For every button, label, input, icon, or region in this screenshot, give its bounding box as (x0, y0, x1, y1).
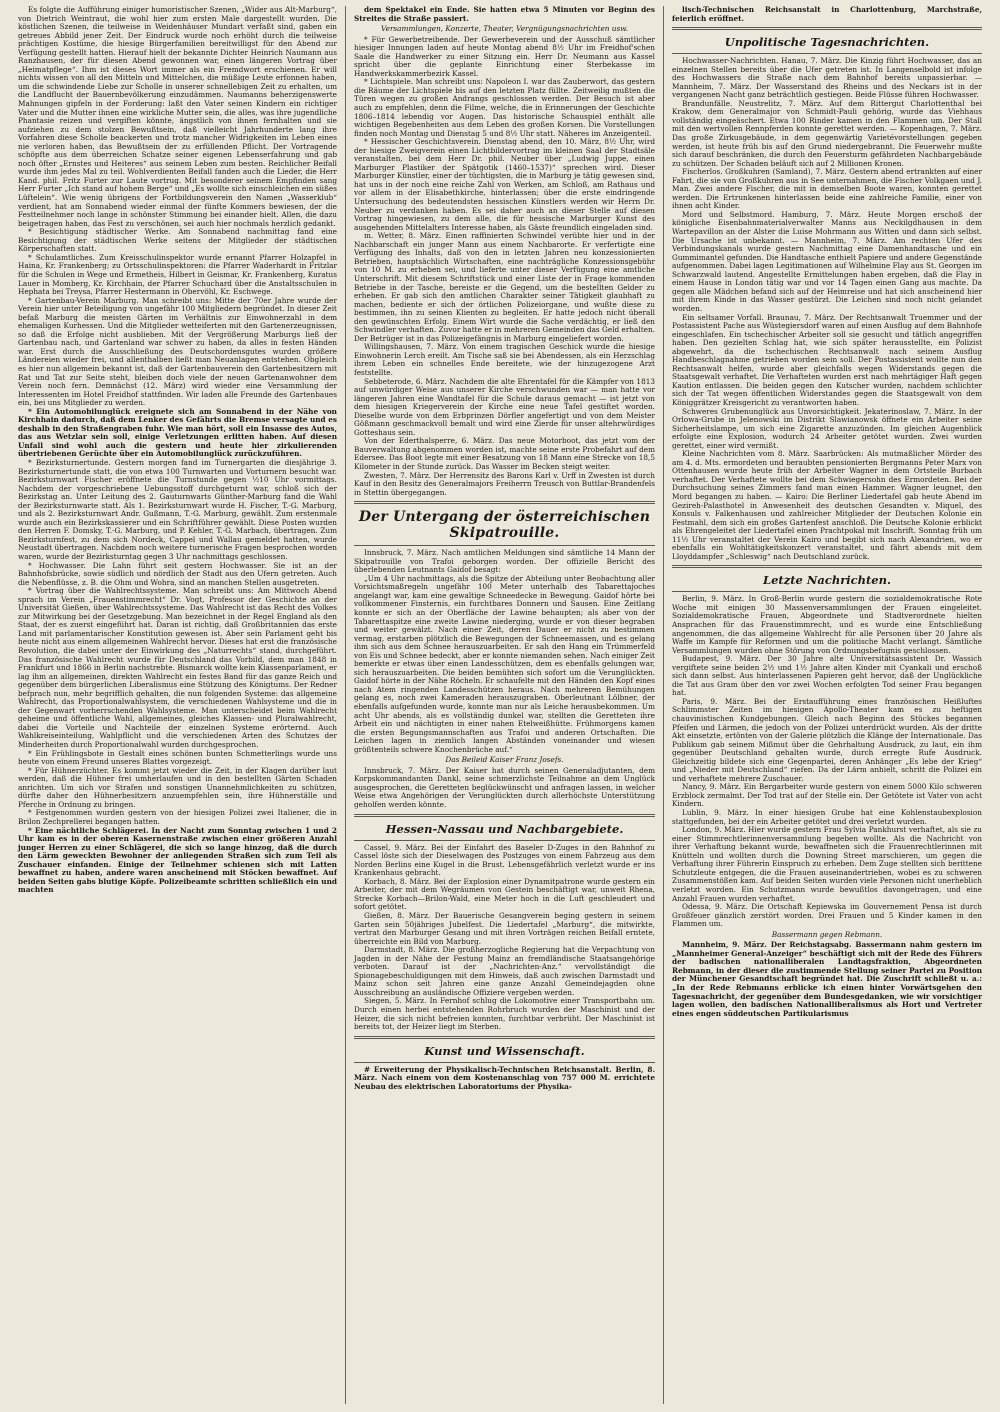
article-paragraph: * Hochwasser. Die Lahn führt seit gestern Hochwasser. Sie ist an der Bahnhofsbrücke, sowie südlich und nördlich der Stadt aus den Ufern getreten. Auch die Nebenflüsse, z. B. die Ohm und Wohra, sind an manchen Stellen ausgetreten. (18, 560, 337, 587)
section-rule (672, 591, 982, 592)
article-paragraph: * Festgenommen wurden gestern von der hiesigen Polizei zwei Italiener, die in Brilon Zechprellerei begangen hatten. (18, 808, 337, 826)
article-paragraph: Siegen, 5. März. In Fernhof schlug die Lokomotive einer Transportbahn um. Durch einen herbei entstehenden Rohrbruch wurden der Maschinist und der Heizer, die sich nicht befreien konnten, furchtbar verbrüht. Der Maschinist ist bereits tot, der Heizer liegt im Sterben. (354, 996, 655, 1032)
article-paragraph: Nancy, 9. März. Ein Bergarbeiter wurde gestern von einem 5000 Kilo schweren Erzblock zermalmt. Der Tod trat auf der Stelle ein. Der Getötete ist Vater von acht Kindern. (672, 782, 982, 809)
article-paragraph: * Gartenbau-Verein Marburg. Man schreibt uns: Mitte der 70er Jahre wurde der Verein hier unter Beteiligung von ungefähr 100 Mitgliedern begründet. In dieser Zeit befaß Marburg die meisten Gärten im Verhältnis zur Einwohnerzahl in dem ehemaligen Kurhessen. Und die Mitglieder wetteiferten mit den Gartenerzeugnissen, so daß die Erfolge nicht ausblieben. Mit der Vergrößerung Marburgs ließ der Gartenbau nach, und Gartenland war schwer zu haben, da alles in festen Händen war. Erst durch die Ausschließung des Deutschordensgutes wurden größere Ländereien wieder frei, und allenthalben ließt man Neuanlagen entstehen. Obgleich es hier nun allgemein bekannt ist, daß der Gartenbauverein den Gartenbesitzern mit Rat und Tat zur Seite steht, bleiben doch viele der neuen Gartenanwohner dem Verein noch fern. Demnächst (12. März) wird wieder eine Versammlung der Interessenten im Hotel Freidhof stattfinden. Wir laden alle Freunde des Gartenbaues ein, bei uns Mitglieder zu werden. (18, 295, 337, 408)
section-heading: Hessen-Nassau und Nachbargebiete. (385, 821, 624, 836)
article-paragraph: Mannheim, 9. März. Der Reichstagsabg. Bassermann nahm gestern im „Mannheimer General-Anzeiger“ beschäftigt sich mit der Rede des Führers der badischen nationalliberalen Landtagsfraktion, Abgeordneten Rebmann, in der dieser die zustimmende Stellung seiner Partei zu Position der Münchener Gesandtschaft begründet hat. Die Zuschrift schließt u. a.: „In der Rede Rebmanns erblicke ich einen hinter Vorwärtsgehen den Tagesnachricht, der gegenüber dem Bundesgedanken, wie wir vorsichtiger lagen wollen, den badischen Nationalliberalismus als Hort und Vertreter eines engen süddeutschen Partikularismus (672, 940, 982, 1018)
article-paragraph: dem Spektakel ein Ende. Sie hatten etwa 5 Minuten vor Beginn des Streites die Straße passiert. (354, 6, 655, 23)
article-paragraph: Budapest, 9. März. Der 30 Jahre alte Universitätsassistent Dr. Wassich vergiftete seine beiden 2½ und 1½ Jahre alten Kinder mit Cyankali und erschoß sich dann selbst. Aus hinterlassenen Papieren geht hervor, daß der Unglückliche die Tat aus Gram über den vor zwei Wochen erfolgten Tod seiner Frau begangen hat. (672, 654, 982, 698)
article-paragraph: Von der Ederthalsperre, 6. März. Das neue Motorboot, das jetzt vom der Bauverwaltung abgenommen worden ist, machte seine erste Probefahrt auf dem Edersee. Das Boot legte mit einer Besatzung von 18 Mann eine Strecke von 18,5 Kilometer in der Stunde zurück. Das Wasser im Becken steigt weiter. (354, 436, 655, 471)
article-paragraph: „Um 4 Uhr nachmittags, als die Spitze der Abteilung unter Beobachtung aller Vorsichtsmaßregeln ungefähr 100 Meter unterhalb des Tabarettajoches angelangt war, kam eine gewaltige Schneedecke in Bewegung. Gaidof hörte bei vollkommener Finsternis, ein furchtbares Donnern und Sausen. Eine Zeitlang konnte er sich an der Oberfläche der Lawine behaupten; als aber von der Tabarettaspitze eine zweite Lawine niederging, wurde er von dieser begraben und weiter gewälzt. Nach einer Zeit, deren Dauer er nicht zu bestimmen vermag, erstarben plötzlich die Bewegungen der Schneemassen, und es gelang ihm sich aus dem Schnee herauszuarbeiten. Er sah den Hang ein Trümmerfeld von Eis und Schnee bedeckt, aber er konnte niemanden sehen. Nach einiger Zeit bemerkte er etwas über einen Landesschützen, dem es ebenfalls gelungen war, sich herauszuarbeiten. Die beiden bemühten sich sofort um die Verunglückten. Gaidof hörte in der Nähe Röcheln. Er schaufelte mit den Händen den Kopf eines nach Atem ringenden Landesschützen heraus. Nach mehreren Bemühungen gelang es, noch zwei Kameraden herauszugraben. Oberleutnant Lölbner, der ebenfalls aufgefunden wurde, konnte man nur als Leiche herausbekommen. Um acht Uhr abends, als es vollständig dunkel war, stellten die Geretteten ihre Arbeit ein und nächtigten in einer nahen Etelweißhütte. Frühmorgens kamen die ersten Begungsmannschaften aus Trafoi und anderen Ortschaften. Die Leichen lagen in ziemlich langen Abständen voneinander und wiesen größtenteils schwere Knochenbrüche auf.“ (354, 573, 655, 754)
section-rule (354, 501, 655, 504)
column-right (664, 6, 990, 1404)
article-paragraph: * Für Hühnerzüchter. Es kommt jetzt wieder die Zeit, in der Klagen darüber laut werden, daß die Hühner frei umherlaufen und in den bestellten Gärten Schaden anrichten. Um sich vor Strafen und sonstigen Unannehmlichkeiten zu schützen, dürfte daher den Hühnerbesitzern anzuempfehlen sein, ihre Hühnerställe und Pferche in Ordnung zu bringen. (18, 765, 337, 809)
article-paragraph: London, 9. März. Hier wurde gestern Frau Sylvia Pankhurst verhaftet, als sie zu einer Stimmrechtlerinnenversammlung begeben wollte. Als die Nachricht von ihrer Verhaftung bekannt wurde, bewaffneten sich die Frauenrechtlerinnen mit Knütteln und wollten durch die Downing Street marschieren, um gegen die Verhaftung ihrer Führerin Einspruch zu erheben. Dem Zuge stellten sich berittene Schutzleute entgegen, die die Frauen auseinandertrieben, wobei es zu schweren Zusammenstößen kam. Auf beiden Seiten wurden viele Personen nicht unerheblich verletzt worden. Ein Schutzmann wurde bewußtlos davongetragen, und eine Anzahl Frauen wurden verhaftet. (672, 825, 982, 903)
article-paragraph: Cassel, 9. März. Bei der Einfahrt des Baseler D-Zuges in den Bahnhof zu Cassel löste sich der Dieselwagen des Postzuges von einem Fahrzeug aus dem Norden Berlins eine Kugel in die Brust. Lebensgefährlich verletzt wurde er ins Krankenhaus gebracht. (354, 842, 655, 878)
article-paragraph: Ein seltsamer Vorfall. Braunau, 7. März. Der Rechtsanwalt Truemmer und der Postassistent Pache aus Wüstegiersdorf waren auf einen Ausflug auf dem Bahnhofe eingeschlafen. Ein tschechischer Arbeiter soll sie gesucht und tätlich angegriffen haben. Den gezielten Schlag hat, wie sich später herausstellte, ein Polizist abgewehrt, da die tschechischen Rechtsanwalt nach seinem Ausflug Handbeschlagnahme getrieben worden sein soll. Der Postassistent wollte nun den Rechtsanwalt helfen, wurde aber gleichfalls wegen Widerstands gegen die Staatsgewalt verhaftet. Die Verhafteten wurden erst nach mehrtägiger Haft gegen Kaution entlassen. Die beiden gegen den Kutscher wurden, nachdem schlichter sich der Tat wegen öffentlichen Widerstandes gegen die Staatsgewalt von dem Königgrätzer Kreisgericht zu verantworten haben. (672, 312, 982, 407)
column-left (10, 6, 346, 1404)
article-paragraph: Es folgte die Aufführung einiger humoristischer Szenen, „Wider aus Alt-Marburg“, von Dietrich Weintraut, die wohl hier zum ersten Male dargestellt wurden. Die köstlichen Szenen, die teilweise in Weidenhäuser Mundart verfaßt sind, gaben ein getreues Abbild jener Zeit. Der Eindruck wurde noch erhöht durch die teilweise prächtigen Kostüme, die hiesige Bürgerfamilien bereitwilligst für den Abend zur Verfügung gestellt hatten. Hierauf hielt der bekannte Dichter Heinrich Naumann aus Ranzhausen, der für diesen Abend gewonnen war, einen längeren Vortrag über „Heimatpflege“. Ihm ist dieses Wort immer als ein Fremdwort erschienen. Er will nichts wissen von all den Mitteln und Mittelchen, die müßige Leute erfonnen haben, um die schwindende Liebe zur Scholle in unserer schnellebigen Zeit zu erhalten, um die Landflucht der Bauernbevölkerung einzudämmen. Naumanns beherzigenswerte Mahnungen gipfeln in der Forderung: laßt den Vater seinen Kindern ein richtiger Vater und die Mutter ihnen eine wirkliche Mutter sein, die alles, was ihre jugendliche Phantasie reizen und vergiften könnte, ängstlich von ihnen fernhalten und sie aufziehen zu dem stolzen Bewußtsein, daß vielleicht Jahrhunderte lang ihre Vorfahren diese Scholle beackerten und trotz mancher Widrigkeiten im Leben eines nie verloren haben, das Bewußtsein der zu erfüllenden Pflicht. Der Vortragende schöpfte aus dem überreichen Schatze seiner eigenen Lebenserfahrung und gab noch öfter „Ernstes und Heiteres“ aus seinem Leben zum besten. Reichlicher Beifall wurde ihm jedes Mal zu teil. Wohlverdienten Beifall fanden auch die Lieder, die Herr Kand. phil. Fritz Furter zur Laute vortrug. Mit besonderer seinem Empfinden sang Herr Furter „Ich stand auf hohem Berge“ und „Es wollte sich einschleichen ein süßes Lüftelein“. Wie wenig übrigens der Fortbildungsverein den Namen „Wasserklub“ verdient, hat am Sonnabend wieder einmal der fünfte Kommers bewiesen, der die Festteilnehmer noch lange in schönster Stimmung bei einander hielt. Allen, die dazu beigetragen haben, das Fest zu verschönen, sei auch hier nochmals herzlich gedankt. (18, 6, 337, 228)
article-paragraph: Gießen, 8. März. Der Bauerische Gesangverein beging gestern in seinem Garten sein 50jähriges Jubelfest. Die Liedertafel „Marburg“, die mitwirkte, vertrat den Marburger Gesang und mit ihren Vorträgen reichen Beifall erntete, überreichte ein Bild von Marburg. (354, 910, 655, 946)
column-middle (346, 6, 664, 1404)
article-paragraph: * Ein Frühlingsbote in Gestalt eines schönen bunten Schmetterlings wurde uns heute von einem Freund unseres Blattes vorgezeigt. (18, 748, 337, 767)
article-paragraph: # Erweiterung der Physikalisch-Technischen Reichsanstalt. Berlin, 8. März. Nach einem von dem Kostenanschlag von 757 000 M. errichtete Neubau des elektrischen Laboratoriums der Physika- (354, 1064, 655, 1091)
section-rule (354, 1036, 655, 1039)
article-paragraph: Innsbruck, 7. März. Der Kaiser hat durch seinen Generaladjutanten, dem Korpskommandanten Dankl, seine schmerzlichste Teilnahme an dem Unglück ausgesprochen, die Geretteten beglückwünscht und anfragen lassen, in welcher Weise etwa Angehörigen der Verunglückten durch allerhöchste Unterstützung geholfen werden könnte. (354, 765, 655, 810)
article-paragraph: * Ein Automobilunglück ereignete sich am Sonnabend in der Nähe von Kirchhain dadurch, daß dem Lenker des Gefährts die Bremse versagte und es deshalb in den Straßengraben fuhr. Wie man hört, soll ein Insasse des Autos, das aus Wetzlar sein soll, einige Verletzungen erlitten haben. Auf diesen Unfall sind wohl auch die gestern und heute hier zirkulierenden übertriebenen Gerüchte über ein Automobilunglück zurückzuführen. (18, 406, 337, 459)
article-paragraph: * Für Gewerbetreibende. Der Gewerbeverein und der Ausschuß sämtlicher hiesiger Innungen laden auf heute Montag abend 8½ Uhr im Freidhof'schen Saale die Handwerker zu einer Sitzung ein. Herr Dr. Neumann aus Kassel spricht über die geplante Einrichtung einer Sterbekasse im Handwerkskammerbezirk Kassel. (354, 34, 655, 78)
section-rule (354, 1062, 655, 1063)
section-rule (354, 840, 655, 841)
article-paragraph: * Bezirksturnertunde. Gestern morgen fand im Turnergarten die diesjährige 3. Bezirksturnertunde statt, die von etwa 100 Turnwarten und Vorturnern besucht war. Bezirksturnwart Fischer eröffnete die Turnstunde gegen ½10 Uhr vormittags. Nachdem der vorgeschriebene Uebungsstoff durchgeturnt war, schloß sich der Bezirkstag an. Unter Leitung des 2. Gauturnwarts Günther-Marburg fand die Wahl der Bezirksturnwarte statt. Als 1. Bezirksturnwart wurde H. Fischer, T.-G. Marburg, und als 2. Bezirksturnwart Andr. Gußmann, T.-G. Marburg, gewählt. Zum erstenmale wurde auch ein Bezirkskassierer und ein Schriftführer gewählt. Diese Posten wurden den Herren F. Domsky, T.-G. Marburg, und P. Kehler, T.-G. Marbach, übertragen. Zum Bezirksturnfest, zu dem sich Nordeck, Cappel und Wallau gemeldet hatten, wurde Neustadt übertragen. Nachdem noch weitere turnerische Fragen besprochen worden waren, wurde der Bezirksturntag gegen 3 Uhr nachmittags geschlossen. (18, 457, 337, 561)
article-paragraph: Paris, 9. März. Bei der Erstaufführung eines französischen Heißluftes Schlimmster Zeiten im hiesigen Apollo-Theater kam es zu heftigen chauvinistischen Kundgebungen. Gleich nach Beginn des Stückes begannen Pfeifen und Lärmen, die jedoch von der Polizei unterdrückt wurden. Als der dritte Akt einsetzte, ertönten von der Galerie plötzlich die Klänge der Internationale. Das Publikum gab seinem Mißmut über die Gehrhaltung Ausdruck, zu laut, ein ihm gegenüber Deutschland gehalten wurde, durch erregte Rufe Ausdruck. Gleichzeitig bildete sich eine Gegenpartei, deren Anhänger „Es lebe der Krieg“ und „Nieder mit Deutschland“ riefen. Da der Lärm anhielt, schritt die Polizei ein und verhaftete mehrere Zuschauer. (672, 696, 982, 783)
article-paragraph: Lublin, 9. März. In einer hiesigen Grube hat eine Kohlenstaubexplosion stattgefunden, bei der ein Arbeiter getötet und drei verletzt wurden. (672, 808, 982, 826)
article-paragraph: * Lichtspiele. Man schreibt uns: Napoleon I. war das Zauberwort, das gestern die Räume der Lichtspiele bis auf den letzten Platz füllte. Zeitweilig mußten die Türen wegen zu großen Andrangs geschlossen werden. Der Besuch ist aber auch zu empfehlen, denn die Filme, welche, die in Erinnerungen der Geschichte 1806–1814 lebendig vor Augen. Das historische Schauspiel enthält alle wichtigen Begebenheiten aus dem Leben des großen Korsen. Die Vorstellungen finden noch Montag und Dienstag 5 und 8½ Uhr statt. Näheres im Anzeigenteil. (354, 77, 655, 138)
article-paragraph: Odessa, 9. März. Die Ortschaft Kepiewska im Gouvernement Pensa ist durch Großfeuer gänzlich zerstört worden. Drei Frauen und 5 Kinder kamen in den Flammen um. (672, 902, 982, 929)
article-paragraph: Mord und Selbstmord. Hamburg, 7. März. Heute Morgen erschoß der königliche Eisenbahnmaterialverwalter Manns aus Neckilgdhausen in dem Wartepavillon an der Alster die Luise Mohrmann aus Witten und dann sich selbst. Die Ursache ist unbekannt. — Mannheim, 7. März. Am rechten Ufer des Verbindungskanals wurde gestern Nachmittag eine Damenhandtasche und ein Gummimantel gefunden. Die Handtasche enthielt Papiere und andere Gegenstände aufgenommen. Dabei lagen Legitimationen auf Wilhelmine Flay aus St. Georgen im Schwarzwald lautend. Angestellte Ermittelungen haben ergeben, daß die Flay in einem Hause in London tätig war und vor 14 Tagen einen Gang aus machte. Da gegen alle Mädchen befand sich auf der Heimreise und hat sich anscheinend hier mit ihrem Kinde in das Wasser gestürzt. Die Leichen sind noch nicht gelandet worden. (672, 209, 982, 313)
article-paragraph: Korbach, 8. März. Bei der Explosion einer Dynamitpatrone wurde gestern ein Arbeiter, der mit dem Wegräumen von Gestein beschäftigt war, unweit Rhena, Strecke Korbach—Brilon-Wald, eine Meter hoch in die Luft geschleudert und sofort getötet. (354, 876, 655, 912)
section-heading: Letzte Nachrichten. (763, 573, 891, 588)
article-paragraph: * Schulamtliches. Zum Kreisschulinspektor wurde ernannt Pfarrer Holzapfel in Haina, Kr. Frankenberg; zu Ortsschulinspektoren: die Pfarrer Waderhardt in Fritzlar für die Schulen in Wege und Ermetheis, Hilbert in Geismar, Kr. Frankenberg, Kuratus Lauer in Momberg, Kr. Kirchhain, der Pfarrer Schuchard über die Anstaltsschulen in Hephata bei Treysa, Pfarrer Hestermann in Obervöhl, Kr. Eschwege. (18, 252, 337, 297)
article-paragraph: * Vortrag über die Wahlrechtssysteme. Man schreibt uns: Am Mittwoch Abend sprach im Verein „Frauenstimmrecht“ Dr. Vogt, Professor der Geschichte an der Universität Gießen, über Wahlrechtssysteme. Das Wahlrecht ist das Recht des Volkes zur Mitwirkung bei der Gesetzgebung. Man bezeichnet in der Regel England als den Staat, der es zuerst eingeführt hat. Daran ist richtig, daß Großbritannien das erste Land mit parlamentarischer Konstitution gewesen ist. Aber sein Parlament geht bis heute nicht aus einem allgemeinen Wahlrecht hervor. Dieses hat erst die französische Revolution, die dabei unter der Einwirkung des „Naturrechts“ stand, durchgeführt. Das französische Wahlrecht wurde für Deutschland das Vorbild, dem man 1848 in Frankfurt und 1866 in Berlin nachstrebte. Bismarck wollte kein Klassenparlament, er lag ihm an allgemeinen, direkten Wahlrecht ein festes Band für das ganze Reich und gegenüber dem bürgerlichen Liberalismus eine Stützung des Königtums. Der Redner befprach nun, mehr begrifflich gehalten, die nun folgenden Systeme: das allgemeine Wahlrecht, das Proportionalwahlsystem, die verschiedenen Wahlsysteme und die in der Gegenwart vorherrschenden Wahlsysteme. Man unterscheidet beim Wahlrecht geheime und öffentliche Wahl, allgemeines, gleiches Klassen- und Pluralwahlrecht, dabei die Vorteile und Nachteile der einzelnen Systeme erörternd. Auch Wahlkreiseinteilung, Wahlpflicht und die verschiedenen Arten des Schutzes der Minderheiten durch Proportionalwahl wurden durchgesprochen. (18, 586, 337, 750)
section-rule (672, 565, 982, 568)
subheading: Versammlungen, Konzerte, Theater, Vergnügungsnachrichten usw. (381, 24, 628, 34)
section-rule (672, 53, 982, 54)
article-paragraph: Innsbruck, 7. März. Nach amtlichen Meldungen sind sämtliche 14 Mann der Skipatrouille von Trafoi geborgen worden. Der offizielle Bericht des überlebenden Leutnants Gaidof besagt: (354, 548, 655, 575)
article-paragraph: Darmstadt, 8. März. Die großherzogliche Regierung hat die Verpachtung von Jagden in der Nähe der Festung Mainz an fremdländische Staatsangehörige verboten. Darauf ist der „Nachrichten-Anz.“ vervollständigt die Spionagebeschuldigungen mit dem Hinweis, daß auch zwischen Darmstadt und Mainz schon seit Jahren eine ganze Anzahl Gemeindejagden ohne Ausschreibung an ausländische Offiziere vergeben werden. (354, 945, 655, 997)
article-paragraph: Berlin, 9. März. In Groß-Berlin wurde gestern die sozialdemokratische Rote Woche mit einigen 30 Massenversammlungen der Frauen eingeleitet. Sozialdemokratische Frauen, Abgeordnete und Stadtverordnete hielten Ansprachen für das Frauenstimmrecht, und es wurde eine Entschließung angenommen, die das allgemeine Wahlrecht für alle Personen über 20 Jahre als Waffe im Kampfe für Reformen und um die politische Macht verlangt. Sämtliche Versammlungen wurden ohne Störung von Ordnungsbefugnis geschlossen. (672, 594, 982, 655)
article-paragraph: m. Wetter, 8. März. Einen raffinierten Schwindel verübte hier und in der Nachbarschaft ein junger Mann aus einem Nachbarorte. Er verfertigte eine Verfügung des Inhalts, daß von den in letzten Jahren neu konzessionierten Betrieben, hauptsächlich Wirtschaften, eine nachträgliche Konzessionsgebühr von 10 M. zu erheben sei, und lieferte unter dieser Verfügung eine amtliche Unterschrift. Mit diesem Schriftstück und einer Liste der in Frage kommenden Betriebe in der Tasche, bereiste er die Gegend, um die bestellten Gelder zu erheben. Er gab sich den amtlichen Charakter seiner Tätigkeit glaubhaft zu machen, bediente er sich der örtlichen Polizeiorgane, und wußte diese zu bestimmen, ihn zu seinen Klienten zu begleiten. Er hatte jedoch nicht überall den gewünschten Erfolg. Einem Wirt wurde die Sache verdächtig, er ließ den Schwindler verhaften. Zuvor hatte er in mehreren Gemeinden das Geld erhalten. Der Betrüger ist in das Polizeigefängnis in Marburg eingeliefert worden. (354, 231, 655, 343)
article-paragraph: Kleine Nachrichten vom 8. März. Saarbrücken: Als mutmaßlicher Mörder des am 4. d. Mts. ermordeten und beraubten pensionierten Bergmanns Peter Marx von Ottenhausen wurde heute früh der Arbeiter Wagner in dem Ortsteile Burbach verhaftet. Der Verhaftete wollte bei dem Schwiegersohn des Ermordeten. Bei der Durchsuchung seines Zimmers fand man einen Hammer. Wagner leugnet, den Mord begangen zu haben. — Kairo: Die Berliner Liedertafel gab heute Abend im Gezireh-Palasthotel in Anwesenheit des deutschen Gesandten v. Miquel, des Konsuls v. Falkenhausen und zahlreicher Mitglieder der Deutschen Kolonie ein Festmahl, dem sich ein großes Gartenfest anschloß. Die Deutsche Kolonie erblickt als Ehrengeleitet der Liedertafel einen Prachtpokal mit Inschrift. Sonntag früh um 11½ Uhr veranstaltet der Verein Kairo und begibt sich nach Alexandrien, wo er ebenfalls ein Wohltätigkeitskonzert veranstaltet, und fährt abends mit dem Lloyddampfer „Schleswig“ nach Deutschland zurück. (672, 449, 982, 561)
article-paragraph: Schweres Grubenunglück aus Unvorsichtigkeit. Jekaterinoslaw, 7. März. In der Orlowa-Grube in Jelenowski im Distrikt Slawianowsk öffnete ein Arbeiter seine Sicherheitslampe, um sich eine Zigarette anzuzünden. Im gleichen Augenblick erfolgte eine Explosion, wodurch 24 Arbeiter getötet wurden. Zwei wurden gerettet, einer wird vermißt. (672, 406, 982, 450)
section-rule (672, 27, 982, 30)
article-paragraph: Sebbeterode, 6. März. Nachdem die alte Ehrentafel für die Kämpfer von 1813 auf unwürdiger Weise aus unserer Kirche verschwunden war — man hatte vor längeren Jahren eine Wandtafel für die Schule daraus gemacht — ist jetzt von dem hiesigen Kriegerverein der Kirche eine neue Tafel gestiftet worden. Dieselbe wurde von dem Erbprinzen Dörfler angefertigt und von dem Meister Gößmann geschmackvoll bemalt und wird eine Zierde für unser altehrwürdiges Gotteshaus sein. (354, 376, 655, 437)
article-paragraph: * Eine nächtliche Schlägerei. In der Nacht zum Sonntag zwischen 1 und 2 Uhr kam es in der oberen Kasernenstraße zwischen einer größeren Anzahl junger Herren zu einer Schlägerei, die sich so lange hinzog, daß die durch den Lärm geweckten Bewohner der anliegenden Straßen sich zum Teil als Zuschauer einfanden. Einige der Teilnehmer schienen sich mit Latten bewaffnet zu haben, andere waren anscheinend mit Stöcken bewaffnet. Auf beiden Seiten gabs blutige Köpfe. Polizeibeamte schritten schließlich ein und machten (18, 825, 337, 895)
article-paragraph: * Besichtigung städtischer Werke. Am Sonnabend nachmittag fand eine Besichtigung der städtischen Werke seitens der Mitglieder der städtischen Körperschaften statt. (18, 227, 337, 254)
section-heading: Der Untergang der österreichischen Skipatrouille. (358, 509, 651, 542)
section-rule (354, 545, 655, 546)
section-rule (354, 814, 655, 817)
article-paragraph: * Hessischer Geschichtsverein. Dienstag abend, den 10. März, 8½ Uhr, wird der hiesige Zweigverein einen Lichtbildervortrag im kleinen Saal der Stadtsäle veranstalten, bei dem Herr Dr. phil. Neuber über „Ludwig Juppe, einen Marburger Plastiker der Spätgotik (1460–1537)“ sprechen wird. Dieser Marburger Künstler, einer der tüchtigsten, die in Marburg je tätig gewesen sind, hat uns in der noch eine reiche Zahl von Werken, am Schloß, am Rathaus und vor allem in der Elisabethkirche, hinterlassen; über die erste eindringende Untersuchung des bedeutendsten hessischen Künstlers werden wir Herrn Dr. Neuber zu verdanken haben. Es sei daher auch an dieser Stelle auf diesen Vortrag hingewiesen, zu dem alle, die für hessische Marburger Kunst des ausgehenden Mittelalters Interesse haben, als Gäste freundlich eingeladen sind. (354, 137, 655, 232)
subheading: Bassermann gegen Rebmann. (771, 929, 883, 939)
article-paragraph: Zwesten, 7. März. Der Herrensitz des Barons Karl v. Urff in Zwesten ist durch Kauf in den Besitz des Generalmajors Freiherrn Treusch von Buttlar-Brandenfels in Stettin übergegangen. (354, 470, 655, 497)
article-paragraph: lisch-Technischen Reichsanstalt in Charlottenburg, Marchstraße, feierlich eröffnet. (672, 6, 982, 23)
article-paragraph: Hochwasser-Nachrichten. Hanau, 7. März. Die Kinzig führt Hochwasser, das an einzelnen Stellen bereits über die Ufer getreten ist. In Langenselbold ist infolge des Hochwassers die Straße nach dem Bahnhof bereits unpassierbar. — Mannheim, 7. März. Der Wasserstand des Rheins und des Neckars ist in der vergangenen Nacht ganz beträchtlich gestiegen. Beide Flüsse führen Hochwasser. (672, 56, 982, 100)
section-heading: Unpolitische Tagesnachrichten. (724, 35, 930, 50)
section-heading: Kunst und Wissenschaft. (424, 1043, 585, 1058)
subheading: Das Beileid Kaiser Franz Josefs. (445, 755, 564, 765)
article-paragraph: Brandunfälle. Neustrelitz, 7. März. Auf dem Rittergut Charlottenthal bei Krakow, dem Generalmajor von Schmidt-Pauli gehörig, wurde das Viehhaus vollständig eingeäschert. Etwa 100 Rinder kamen in den Flammen um. Der Stall mit den wertvollen Rennpferden konnte gerettet werden. — Kopenhagen, 7. März. Das große Zirkusgebäude, in dem gegenwärtig Varietévorstellungen gegeben werden, ist heute früh bis auf den Grund niedergebrannt. Die Feuerwehr mußte sich darauf beschränken, die durch den Feuersturm gefährdeten Nachbargebäude zu schützen. Der Schaden beläuft sich auf 2 Millionen Kronen. (672, 98, 982, 168)
article-paragraph: Willingshausen, 7. März. Von einem tragischen Geschick wurde die hiesige Einwohnerin Lerch ereilt. Am Tische saß sie bei Abendessen, als ein Herzschlag ihrem Leben ein schnelles Ende bereitete, wie der hinzugezogene Arzt feststellte. (354, 342, 655, 377)
article-paragraph: Fischerlos. Großkuhren (Samland), 7. März. Gestern abend ertrankten auf einer Fahrt, die sie von Großkuhren aus in See unternahmen, die Fischer Volkgaen und J. Man. Zwei andere Fischer, die mit in demselben Boote waren, konnten gerettet werden. Die Ertrunkenen hinterlassen beide eine zahlreiche Familie, einer von ihnen acht Kinder. (672, 167, 982, 211)
